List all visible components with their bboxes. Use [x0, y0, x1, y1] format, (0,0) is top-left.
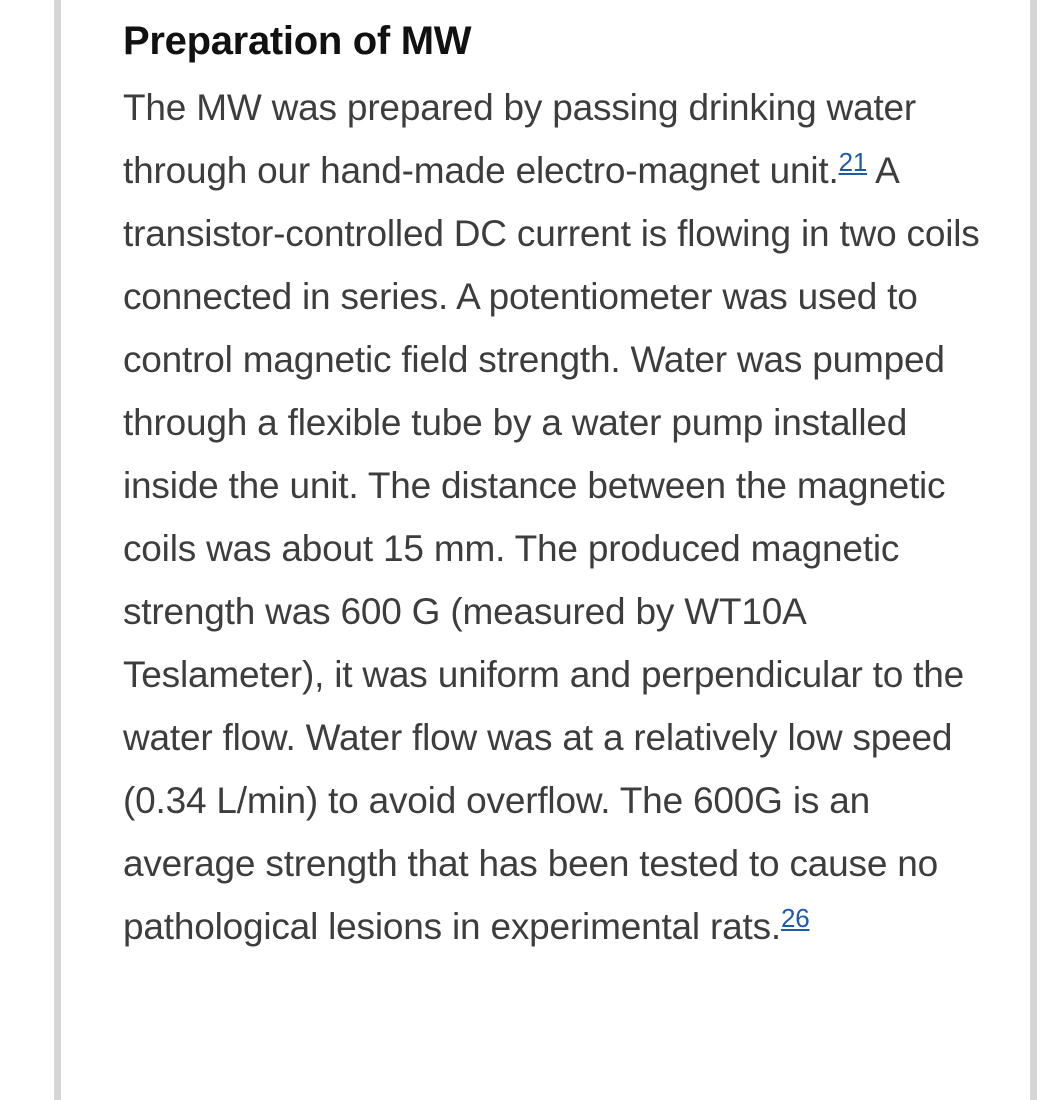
right-border: [1030, 0, 1037, 1100]
section-heading: Preparation of MW: [123, 19, 472, 63]
paragraph-text-part-2: A transistor-controlled DC current is flowing in two coils connected in series. A potentiometer was used to control magnetic field strength. Water was pumped through a flexible tube by a water pump installed inside the unit. The distance between the magnetic coils was about 15 mm. The produced magnetic strength was 600 G (measured by WT10A Teslameter), it was uniform and perpendicular to the water flow. Water flow was at a relatively low speed (0.34 L/min) to avoid overflow. The 600G is an average strength that has been tested to cause no pathological lesions in experimental rats.: [123, 150, 980, 947]
article-section: [123, 14, 1003, 958]
left-border: [54, 0, 61, 1100]
citation-link-21[interactable]: 21: [838, 147, 868, 177]
body-paragraph: [123, 76, 1003, 958]
citation-link-26[interactable]: 26: [780, 903, 810, 933]
paragraph-text-part-1: The MW was prepared by passing drinking water through our hand-made electro-magnet unit.: [123, 87, 917, 191]
